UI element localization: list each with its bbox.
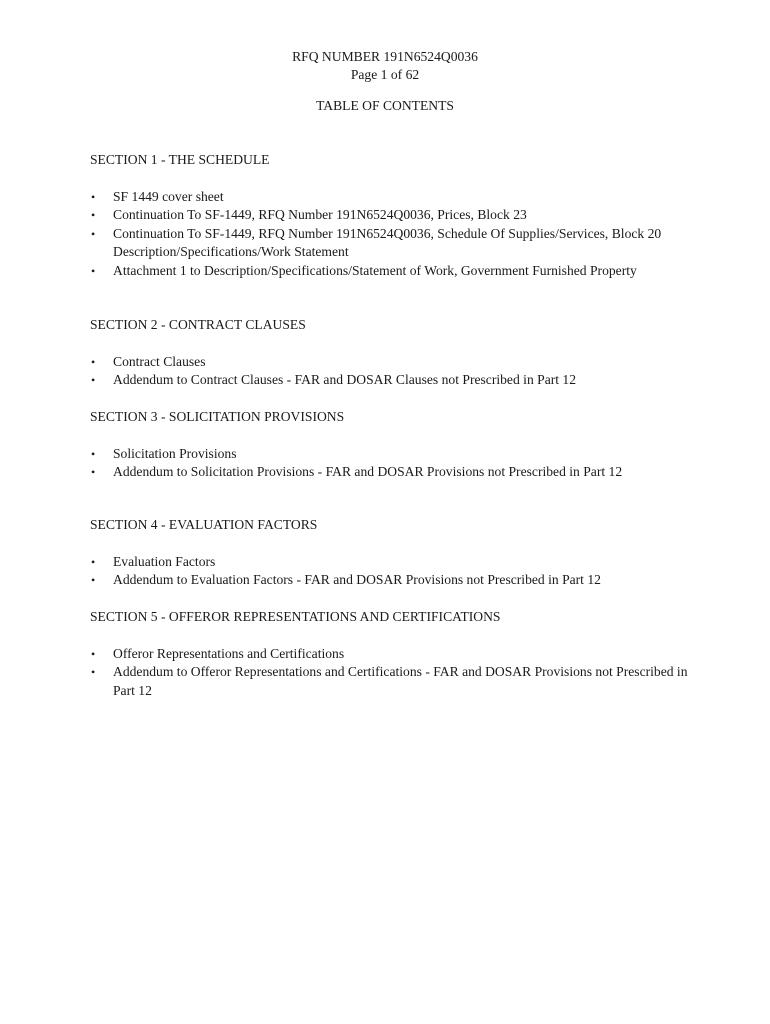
list-item	[90, 371, 690, 390]
section-item-list	[90, 188, 690, 281]
section-3	[90, 408, 690, 482]
list-item-text: Attachment 1 to Description/Specifications/Statement of Work, Government Furnished Property	[113, 262, 637, 278]
list-item-text: Evaluation Factors	[113, 553, 216, 569]
bullet-icon: •	[91, 226, 96, 241]
list-item-text: Continuation To SF-1449, RFQ Number 191N6524Q0036, Prices, Block 23	[113, 207, 527, 223]
list-item-text: Solicitation Provisions	[113, 445, 237, 461]
bullet-icon: •	[91, 189, 96, 204]
section-4	[90, 516, 690, 590]
section-item-list	[90, 445, 690, 482]
list-item	[90, 262, 690, 281]
section-item-list	[90, 645, 690, 701]
list-item-text: SF 1449 cover sheet	[113, 188, 224, 204]
list-item-text: Contract Clauses	[113, 353, 206, 369]
bullet-icon: •	[91, 354, 96, 369]
list-item	[90, 553, 690, 572]
list-item-text: Addendum to Contract Clauses - FAR and DOSAR Clauses not Prescribed in Part 12	[113, 372, 577, 388]
rfq-number: RFQ NUMBER 191N6524Q0036	[292, 49, 478, 64]
bullet-icon: •	[91, 646, 96, 661]
section-heading: SECTION 5 - OFFEROR REPRESENTATIONS AND CERTIFICATIONS	[90, 609, 501, 624]
list-item	[90, 663, 690, 700]
list-item	[90, 206, 690, 225]
list-item	[90, 445, 690, 464]
section-item-list	[90, 553, 690, 590]
section-heading: SECTION 4 - EVALUATION FACTORS	[90, 517, 318, 532]
section-heading: SECTION 1 - THE SCHEDULE	[90, 152, 270, 167]
list-item	[90, 188, 690, 207]
bullet-icon: •	[91, 665, 96, 680]
section-1	[90, 151, 690, 280]
list-item	[90, 225, 690, 262]
list-item-text: Addendum to Offeror Representations and Certifications - FAR and DOSAR Provisions not Prescribed in Part 12	[113, 664, 688, 698]
bullet-icon: •	[91, 446, 96, 461]
bullet-icon: •	[91, 554, 96, 569]
section-5	[90, 608, 690, 700]
list-item-text: Addendum to Solicitation Provisions - FAR and DOSAR Provisions not Prescribed in Part 12	[113, 464, 623, 480]
bullet-icon: •	[91, 208, 96, 223]
list-item-text: Addendum to Evaluation Factors - FAR and DOSAR Provisions not Prescribed in Part 12	[113, 572, 601, 588]
section-item-list	[90, 353, 690, 390]
section-2	[90, 316, 690, 390]
list-item	[90, 463, 690, 482]
bullet-icon: •	[91, 263, 96, 278]
list-item	[90, 571, 690, 590]
page-header	[0, 48, 770, 84]
bullet-icon: •	[91, 465, 96, 480]
section-heading: SECTION 2 - CONTRACT CLAUSES	[90, 317, 306, 332]
bullet-icon: •	[91, 573, 96, 588]
section-heading: SECTION 3 - SOLICITATION PROVISIONS	[90, 409, 345, 424]
toc-title: TABLE OF CONTENTS	[316, 98, 454, 113]
page-number: Page 1 of 62	[350, 67, 420, 82]
list-item	[90, 645, 690, 664]
list-item-text: Continuation To SF-1449, RFQ Number 191N6524Q0036, Schedule Of Supplies/Services, Block 20 Description/Specifications/Work Statement	[113, 225, 662, 260]
bullet-icon: •	[91, 373, 96, 388]
list-item-text: Offeror Representations and Certifications	[113, 645, 345, 661]
list-item	[90, 353, 690, 372]
